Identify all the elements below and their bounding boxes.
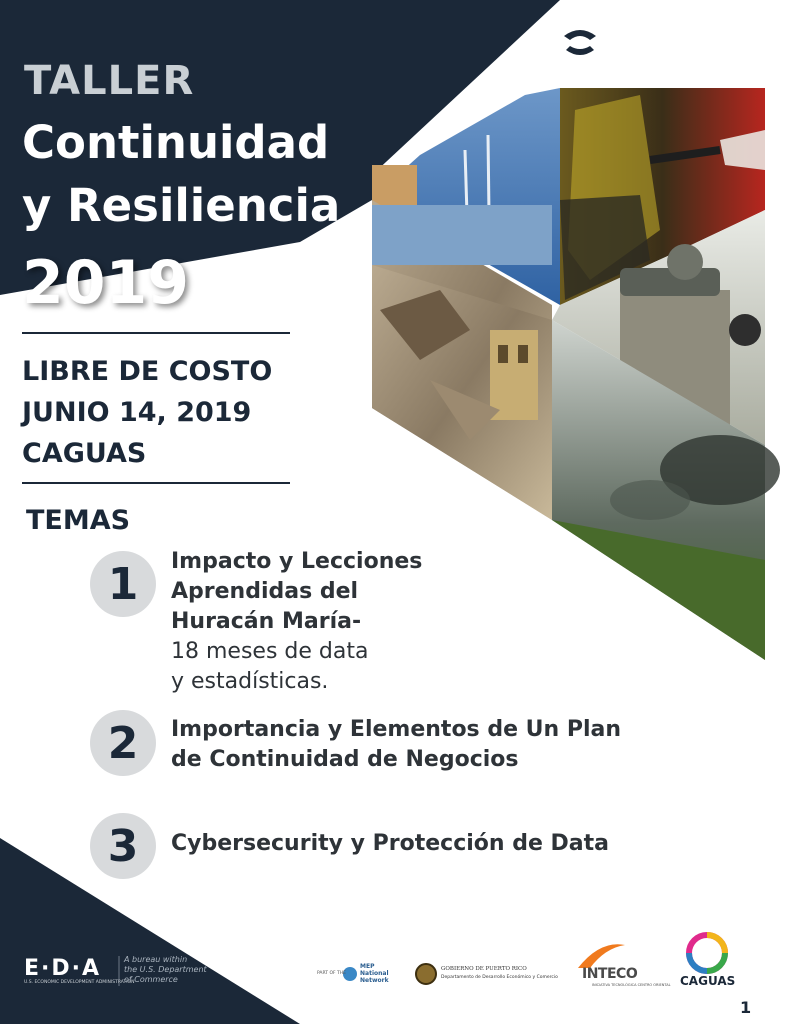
government-dept: Departamento de Desarrollo Económico y Comercio <box>441 975 558 980</box>
government-seal-icon <box>416 964 436 984</box>
divider-bottom <box>22 482 290 484</box>
mep-name-3: Network <box>360 977 389 984</box>
caguas-logo-text: CAGUAS <box>680 974 736 988</box>
caguas-logo-icon <box>689 935 725 971</box>
eda-note <box>124 955 207 985</box>
eda-note-line-3: of Commerce <box>124 975 178 984</box>
topic-number-1: 1 <box>90 551 156 617</box>
topic-1-line-4: 18 meses de data <box>171 639 369 664</box>
title-line-1: Continuidad <box>22 116 330 169</box>
mep-name-2: National <box>360 970 389 977</box>
page-number: 1 <box>740 998 752 1017</box>
cost-text: LIBRE DE COSTO <box>22 356 273 387</box>
topic-1-line-1: Impacto y Lecciones <box>171 549 423 574</box>
topics-heading: TEMAS <box>26 505 131 536</box>
topic-1-line-2: Aprendidas del <box>171 579 359 604</box>
primex-logo <box>559 22 601 64</box>
topic-2 <box>171 715 621 775</box>
flood-photo-shore <box>372 165 417 205</box>
mep-logo-text <box>360 963 389 984</box>
eda-note-line-1: A bureau within <box>124 955 188 964</box>
topic-2-line-2: de Continuidad de Negocios <box>171 747 519 772</box>
topic-1 <box>171 547 422 697</box>
topic-number-3: 3 <box>90 813 156 879</box>
topic-number-2: 2 <box>90 710 156 776</box>
brand-name: PRiMEX <box>608 24 743 59</box>
inteco-logo-text: INTECO <box>582 966 638 982</box>
eda-subtitle: U.S. ECONOMIC DEVELOPMENT ADMINISTRATION <box>24 980 135 985</box>
topic-1-line-3: Huracán María- <box>171 609 362 634</box>
title-line-2: y Resiliencia <box>22 179 341 232</box>
mep-prefix: PART OF THE <box>317 971 347 976</box>
title-year: 2019 <box>22 248 189 318</box>
inteco-subtitle: INICIATIVA TECNOLÓGICA CENTRO ORIENTAL <box>592 983 671 987</box>
mep-name-1: MEP <box>360 963 375 970</box>
brand-tagline: PUERTO RICO MANUFACTURING EXTENSION <box>612 59 789 67</box>
date-text: JUNIO 14, 2019 <box>22 397 252 428</box>
topic-3 <box>171 829 609 859</box>
eda-logo: E·D·A <box>24 956 102 981</box>
inteco-swoosh-icon <box>578 944 625 968</box>
navy-footer-triangle <box>0 838 300 1024</box>
topic-2-line-1: Importancia y Elementos de Un Plan <box>171 717 622 742</box>
topic-3-line-1: Cybersecurity y Protección de Data <box>171 831 610 856</box>
event-type-label: TALLER <box>24 58 195 104</box>
city-text: CAGUAS <box>22 438 147 469</box>
divider-top <box>22 332 290 334</box>
eda-note-line-2: the U.S. Department <box>124 965 207 974</box>
government-title: GOBIERNO DE PUERTO RICO <box>441 966 527 972</box>
topic-1-line-5: y estadísticas. <box>171 669 329 694</box>
